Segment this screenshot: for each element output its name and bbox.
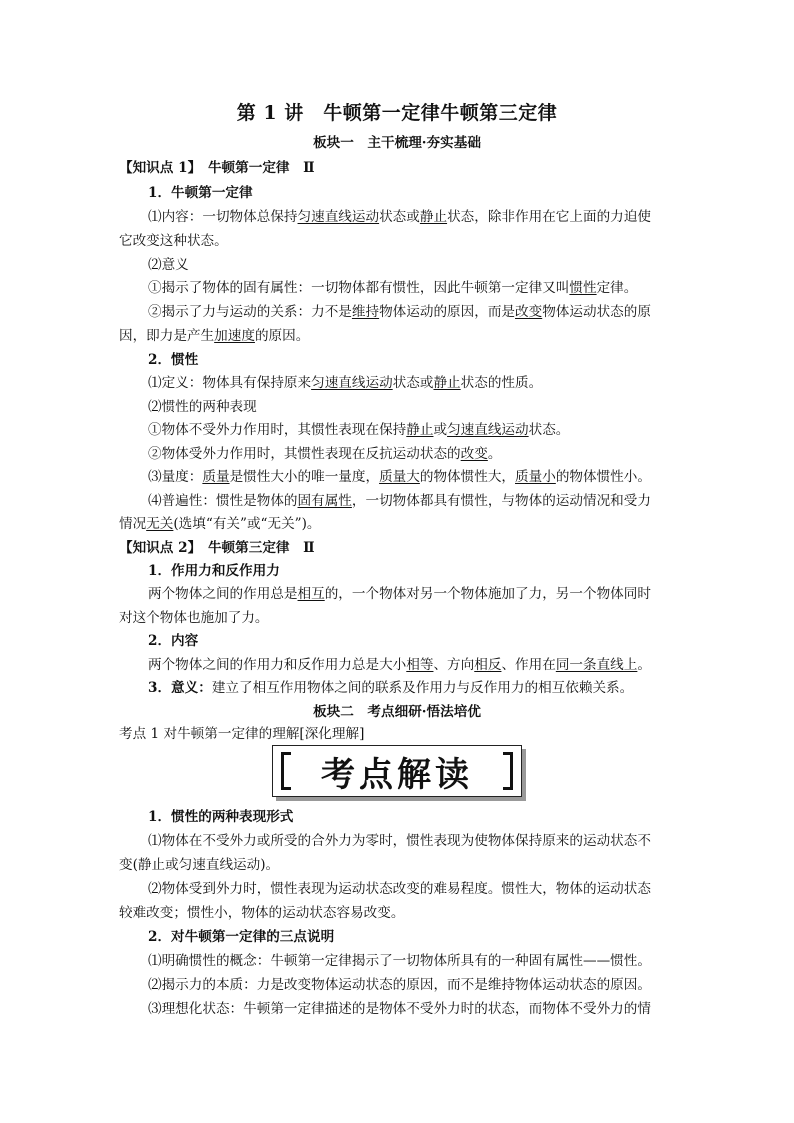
kp1-subheading-1: 1．牛顿第一定律 xyxy=(148,185,253,201)
text-run: ⑴内容：一切物体总保持 xyxy=(148,209,298,225)
fill-blank-answer: 惯性 xyxy=(569,280,597,296)
text-run: 状态，除非作用在它上面的力迫使 xyxy=(447,209,651,225)
text-run: 建立了相互作用物体之间的联系及作用力与反作用力的相互依赖关系。 xyxy=(211,680,634,696)
kp1-significance-1 xyxy=(148,278,679,298)
text-run: 。 xyxy=(637,657,651,673)
banner-label: 考点解读 xyxy=(321,754,473,795)
fill-blank-answer: 质量小 xyxy=(515,469,556,485)
text-run: ⑶量度： xyxy=(148,469,203,485)
knowledge-point-2-header xyxy=(119,538,679,558)
kp1-inertia-forms-heading: ⑵惯性的两种表现 xyxy=(148,399,257,415)
kp2-action-reaction xyxy=(148,584,679,604)
interp-paragraph-2: ⑵物体受到外力时，惯性表现为运动状态改变的难易程度。惯性大，物体的运动状态 xyxy=(148,881,651,897)
text-run: 的原因。 xyxy=(254,328,310,344)
interp-paragraph-5: ⑶理想化状态：牛顿第一定律描述的是物体不受外力时的状态，而物体不受外力的情 xyxy=(148,1001,651,1017)
text-run: ，一切物体都具有惯性，与物体的运动情况和受力 xyxy=(351,493,651,509)
text-run: 定律。 xyxy=(596,280,638,296)
interp-paragraph-3: ⑴明确惯性的概念：牛顿第一定律揭示了一切物体所具有的一种固有属性——惯性。 xyxy=(148,953,651,969)
text-run: 3．意义： xyxy=(148,680,212,696)
kp1-significance-2 xyxy=(148,302,679,322)
fill-blank-answer: 维持 xyxy=(351,304,380,320)
kp1-subheading-2: 2．惯性 xyxy=(148,352,199,368)
text-run: 状态或 xyxy=(392,375,434,391)
lecture-title: 第 1 讲 牛顿第一定律牛顿第三定律 xyxy=(236,102,558,124)
text-run: 或 xyxy=(433,422,448,438)
interp-paragraph-1: ⑴物体在不受外力或所受的合外力为零时，惯性表现为使物体保持原来的运动状态不 xyxy=(148,833,651,849)
text-run: ⑴定义：物体具有保持原来 xyxy=(148,375,312,391)
text-run: 状态。 xyxy=(528,422,570,438)
kp1-inertia-universality xyxy=(148,491,679,511)
text-run: ②物体受外力作用时，其惯性表现在反抗运动状态的 xyxy=(148,446,461,462)
fill-blank-answer: 质量 xyxy=(202,469,230,485)
exam-point-1-title: 考点 1 对牛顿第一定律的理解[深化理解] xyxy=(119,726,365,742)
kp1-significance-2-cont xyxy=(119,326,679,346)
text-run: 的物体惯性小。 xyxy=(555,469,651,485)
fill-blank-answer: 无关 xyxy=(146,516,174,532)
fill-blank-answer: 静止 xyxy=(433,375,461,391)
fill-blank-answer: 质量大 xyxy=(379,469,420,485)
kp1-inertia-form-2 xyxy=(148,444,679,464)
kp1-paragraph-content xyxy=(148,207,679,227)
fill-blank-answer: 加速度 xyxy=(214,328,255,344)
kp1-inertia-form-1 xyxy=(148,420,679,440)
text-run: 、作用在 xyxy=(501,657,556,673)
text-run: 因，即力是产生 xyxy=(119,328,215,344)
fill-blank-answer: 同一条直线上 xyxy=(555,657,638,673)
kp1-significance-heading: ⑵意义 xyxy=(148,257,189,273)
kp2-significance xyxy=(148,678,679,698)
interp-paragraph-2-cont: 较难改变；惯性小，物体的运动状态容易改变。 xyxy=(119,905,405,921)
section-heading-2: 板块二 考点细研·悟法培优 xyxy=(313,704,481,720)
text-run: 物体运动状态的原 xyxy=(542,304,651,320)
kp2-subheading-1: 1．作用力和反作用力 xyxy=(148,563,280,579)
interp-subheading-1: 1．惯性的两种表现形式 xyxy=(148,809,294,825)
fill-blank-answer: 改变 xyxy=(460,446,488,462)
text-run: 情况 xyxy=(119,516,147,532)
fill-blank-answer: 匀速直线运动 xyxy=(447,422,529,438)
exam-point-banner xyxy=(272,745,522,797)
kp1-header-text: 【知识点 1】 牛顿第一定律 Ⅱ xyxy=(119,160,315,176)
text-run: 的，一个物体对另一个物体施加了力，另一个物体同时 xyxy=(324,586,651,602)
fill-blank-answer: 静止 xyxy=(406,422,434,438)
text-run: 两个物体之间的作用力和反作用力总是大小 xyxy=(148,657,407,673)
text-run: 的物体惯性大， xyxy=(419,469,516,485)
fill-blank-answer: 相互 xyxy=(297,586,325,602)
knowledge-point-1-header xyxy=(119,158,679,178)
kp1-inertia-universality-cont xyxy=(119,514,679,534)
fill-blank-answer: 固有属性 xyxy=(297,493,352,509)
interp-paragraph-1-cont: 变(静止或匀速直线运动)。 xyxy=(119,857,280,873)
fill-blank-answer: 相反 xyxy=(474,657,502,673)
kp2-action-reaction-cont: 对这个物体也施加了力。 xyxy=(119,610,269,626)
text-run: 。 xyxy=(487,446,502,462)
kp1-inertia-definition xyxy=(148,373,679,393)
kp1-paragraph-content-cont: 它改变这种状态。 xyxy=(119,233,228,249)
fill-blank-answer: 相等 xyxy=(406,657,434,673)
kp2-subheading-2: 2．内容 xyxy=(148,633,199,649)
text-run: (选填“有关”或“无关”)。 xyxy=(173,516,321,532)
text-run: 状态或 xyxy=(379,209,420,225)
text-run: 是惯性大小的唯一量度， xyxy=(229,469,380,485)
fill-blank-answer: 匀速直线运动 xyxy=(297,209,380,225)
text-run: 、方向 xyxy=(433,657,475,673)
kp2-header-text: 【知识点 2】 牛顿第三定律 Ⅱ xyxy=(119,540,315,556)
text-run: ⑷普遍性：惯性是物体的 xyxy=(148,493,298,509)
text-run: ②揭示了力与运动的关系：力不是 xyxy=(148,304,352,320)
kp1-inertia-measure xyxy=(148,467,679,487)
text-run: ①揭示了物体的固有属性：一切物体都有惯性，因此牛顿第一定律又叫 xyxy=(148,280,570,296)
text-run: 物体运动的原因，而是 xyxy=(379,304,516,320)
text-run: ①物体不受外力作用时，其惯性表现在保持 xyxy=(148,422,407,438)
interp-subheading-2: 2．对牛顿第一定律的三点说明 xyxy=(148,929,335,945)
fill-blank-answer: 改变 xyxy=(515,304,543,320)
text-run: 状态的性质。 xyxy=(460,375,543,391)
section-heading-1: 板块一 主干梳理·夯实基础 xyxy=(313,135,481,151)
text-run: 两个物体之间的作用总是 xyxy=(148,586,298,602)
fill-blank-answer: 静止 xyxy=(419,209,448,225)
kp2-law-content xyxy=(148,655,679,675)
interp-paragraph-4: ⑵揭示力的本质：力是改变物体运动状态的原因，而不是维持物体运动状态的原因。 xyxy=(148,977,651,993)
fill-blank-answer: 匀速直线运动 xyxy=(311,375,393,391)
